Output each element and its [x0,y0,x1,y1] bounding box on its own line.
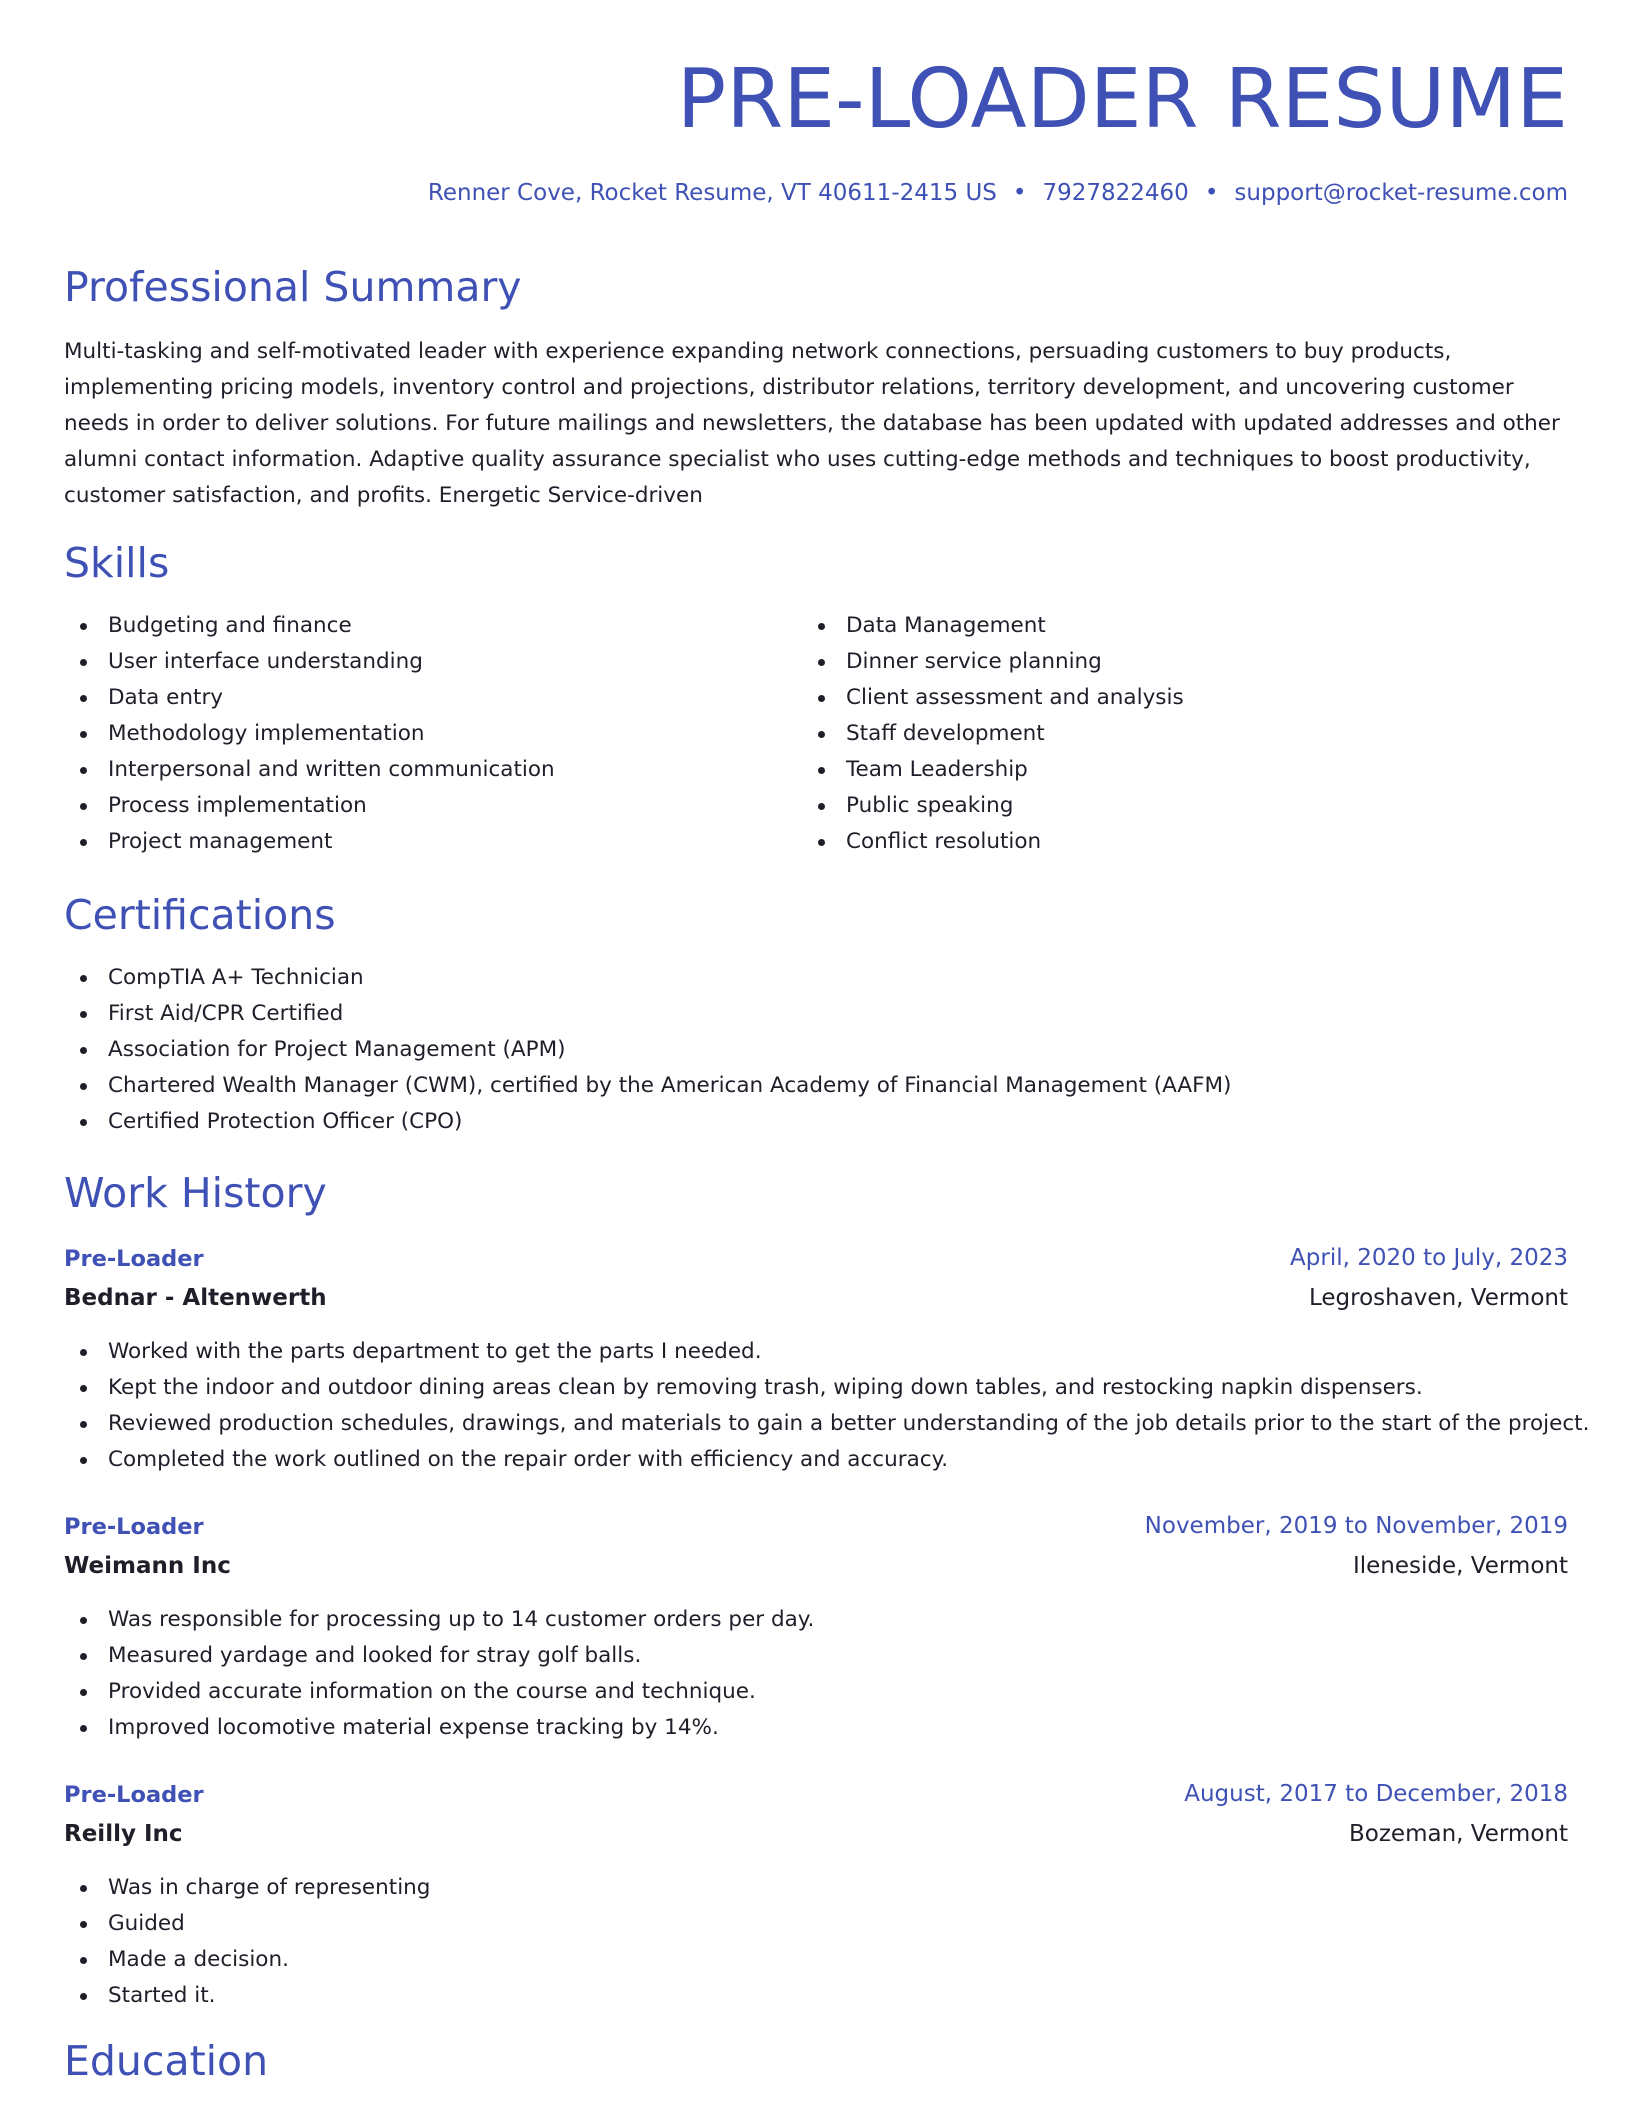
job-bullet: Guided [64,1906,430,1942]
job-bullet: Made a decision. [64,1942,430,1978]
summary-heading: Professional Summary [64,263,522,311]
job-bullet: Improved locomotive material expense tracking by 14%. [64,1710,814,1746]
contact-address: Renner Cove, Rocket Resume, VT 40611-2415 US [427,180,997,206]
job-bullet: Completed the work outlined on the repair order with efficiency and accuracy. [64,1442,1589,1478]
job-bullet: Provided accurate information on the course and technique. [64,1674,814,1710]
skill-item: Project management [64,824,555,860]
skill-item: Data Management [802,608,1184,644]
job-bullet: Worked with the parts department to get the parts I needed. [64,1334,1589,1370]
job-dates: November, 2019 to November, 2019 [1144,1513,1568,1539]
skills-heading: Skills [64,539,170,587]
skill-item: Team Leadership [802,752,1184,788]
job-title: Pre-Loader [64,1514,204,1540]
certifications-heading: Certifications [64,891,336,939]
skill-item: Staff development [802,716,1184,752]
job-company: Bednar - Altenwerth [64,1285,327,1311]
job-bullets [64,1870,430,2014]
summary-text: Multi-tasking and self-motivated leader with experience expanding network connections, persuading customers to buy products, implementing pricing models, inventory control and projections, distributor relations, territory development, and uncovering customer needs in order to deliver solutions. For future mailings and newsletters, the database has been updated with updated addresses and other alumni contact information. Adaptive quality assurance specialist who uses cutting-edge methods and techniques to boost productivity, customer satisfaction, and profits. Energetic Service-driven [64,339,1560,508]
job-location: Legroshaven, Vermont [1308,1285,1568,1311]
skill-item: Methodology implementation [64,716,555,752]
job-bullets [64,1602,814,1746]
skills-list-right [802,608,1184,860]
certifications-list [64,960,1231,1140]
job-title: Pre-Loader [64,1246,204,1272]
job-location: Ileneside, Vermont [1352,1553,1568,1579]
contact-separator: • [1204,180,1219,206]
certification-item: Chartered Wealth Manager (CWM), certified by the American Academy of Financial Management (AAFM) [64,1068,1231,1104]
job-company: Reilly Inc [64,1821,183,1847]
skill-item: User interface understanding [64,644,555,680]
job-bullet: Kept the indoor and outdoor dining areas clean by removing trash, wiping down tables, and restocking napkin dispensers. [64,1370,1589,1406]
skill-item: Client assessment and analysis [802,680,1184,716]
contact-phone: 7927822460 [1042,180,1189,206]
contact-email[interactable]: support@rocket-resume.com [1234,180,1568,206]
contact-line [428,180,1568,206]
work-history-heading: Work History [64,1169,327,1217]
skill-item: Budgeting and finance [64,608,555,644]
job-bullets [64,1334,1589,1478]
job-bullet: Was responsible for processing up to 14 customer orders per day. [64,1602,814,1638]
job-dates: August, 2017 to December, 2018 [1184,1781,1568,1807]
skill-item: Public speaking [802,788,1184,824]
certification-item: First Aid/CPR Certified [64,996,1231,1032]
skill-item: Conflict resolution [802,824,1184,860]
job-bullet: Measured yardage and looked for stray golf balls. [64,1638,814,1674]
job-title: Pre-Loader [64,1782,204,1808]
job-location: Bozeman, Vermont [1349,1821,1568,1847]
job-company: Weimann Inc [64,1553,231,1579]
job-bullet: Reviewed production schedules, drawings, and materials to gain a better understanding of the job details prior to the start of the project. [64,1406,1589,1442]
contact-separator: • [1012,180,1027,206]
certification-item: CompTIA A+ Technician [64,960,1231,996]
job-bullet: Was in charge of representing [64,1870,430,1906]
certification-item: Certified Protection Officer (CPO) [64,1104,1231,1140]
skills-list-left [64,608,555,860]
job-bullet: Started it. [64,1978,430,2014]
education-heading: Education [64,2037,269,2085]
job-dates: April, 2020 to July, 2023 [1290,1245,1568,1271]
resume-name: PRE-LOADER RESUME [676,52,1568,147]
skill-item: Dinner service planning [802,644,1184,680]
skill-item: Process implementation [64,788,555,824]
skill-item: Interpersonal and written communication [64,752,555,788]
skill-item: Data entry [64,680,555,716]
certification-item: Association for Project Management (APM) [64,1032,1231,1068]
